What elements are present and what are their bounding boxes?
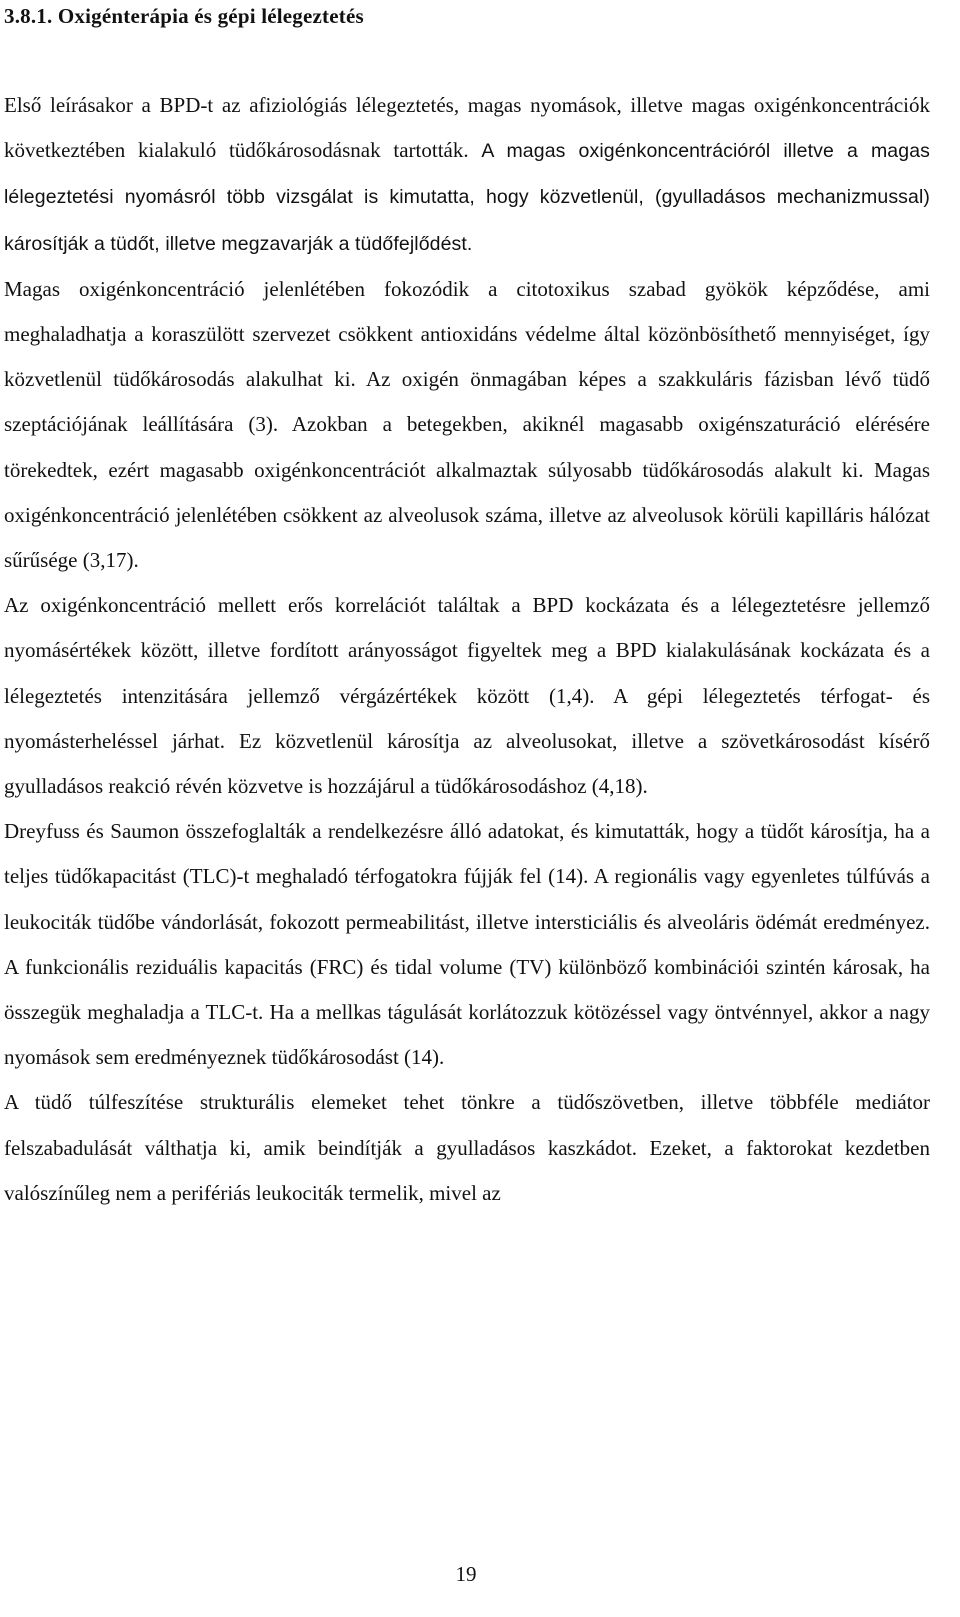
paragraph-2: Magas oxigénkoncentráció jelenlétében fokozódik a citotoxikus szabad gyökök képződése, ami meghaladhatja a koraszülött szervezet csökkent antioxidáns védelme által közönbösíthető mennyiséget, így közvetlenül tüdőkárosodás alakulhat ki. Az oxigén önmagában képes a szakkuláris fázisban lévő tüdő szeptációjának leállítására (3). Azokban a betegekben, akiknél magasabb oxigénszaturáció elérésére törekedtek, ezért magasabb oxigénkoncentrációt alkalmaztak súlyosabb tüdőkárosodás alakult ki. Magas oxigénkoncentráció jelenlétében csökkent az alveolusok száma, illetve az alveolusok körüli kapilláris hálózat sűrűsége (3,17). [4, 276, 930, 573]
paragraph-5: A tüdő túlfeszítése strukturális elemeket tehet tönkre a tüdőszövetben, illetve többféle mediátor felszabadulását válthatja ki, amik beindítják a gyulladásos kaszkádot. Ezeket, a faktorokat kezdetben valószínűleg nem a perifériás leukociták termelik, mivel az [4, 1090, 930, 1205]
paragraph-1-serif-part: Első leírásakor a BPD-t az afiziológiás lélegeztetés, magas nyomások, illetve magas oxigénkoncentrációk következtében kialakuló tüdőkárosodásnak tartották. [4, 93, 930, 163]
paragraph-3: Az oxigénkoncentráció mellett erős korrelációt találtak a BPD kockázata és a lélegeztetésre jellemző nyomásértékek között, illetve fordított arányosságot figyeltek meg a BPD kialakulásának kockázata és a lélegeztetés intenzitására jellemző vérgázértékek között (1,4). A gépi lélegeztetés térfogat- és nyomásterheléssel járhat. Ez közvetlenül károsítja az alveolusokat, illetve a szövetkárosodást kísérő gyulladásos reakció révén közvetve is hozzájárul a tüdőkárosodáshoz (4,18). [4, 593, 930, 799]
section-heading: 3.8.1. Oxigénterápia és gépi lélegeztetés [4, 4, 364, 28]
paragraph-1 [4, 83, 930, 267]
page-number: 19 [455, 1562, 477, 1586]
paragraph-1-sans-part: A magas oxigénkoncentrációról illetve a magas lélegeztetési nyomásról több vizsgálat is kimutatta, hogy közvetlenül, (gyulladásos mechanizmussal) károsítják a tüdőt, illetve megzavarják a tüdőfejlődést. [4, 140, 930, 255]
paragraph-4: Dreyfuss és Saumon összefoglalták a rendelkezésre álló adatokat, és kimutatták, hogy a tüdőt károsítja, ha a teljes tüdőkapacitást (TLC)-t meghaladó térfogatokra fújják fel (14). A regionális vagy egyenletes túlfúvás a leukociták tüdőbe vándorlását, fokozott permeabilitást, illetve intersticiális és alveoláris ödémát eredményez. A funkcionális reziduális kapacitás (FRC) és tidal volume (TV) különböző kombinációi szintén károsak, ha összegük meghaladja a TLC-t. Ha a mellkas tágulását korlátozzuk kötözéssel vagy öntvénnyel, akkor a nagy nyomások sem eredményeznek tüdőkárosodást (14). [4, 819, 930, 1070]
body-text [4, 83, 930, 1216]
